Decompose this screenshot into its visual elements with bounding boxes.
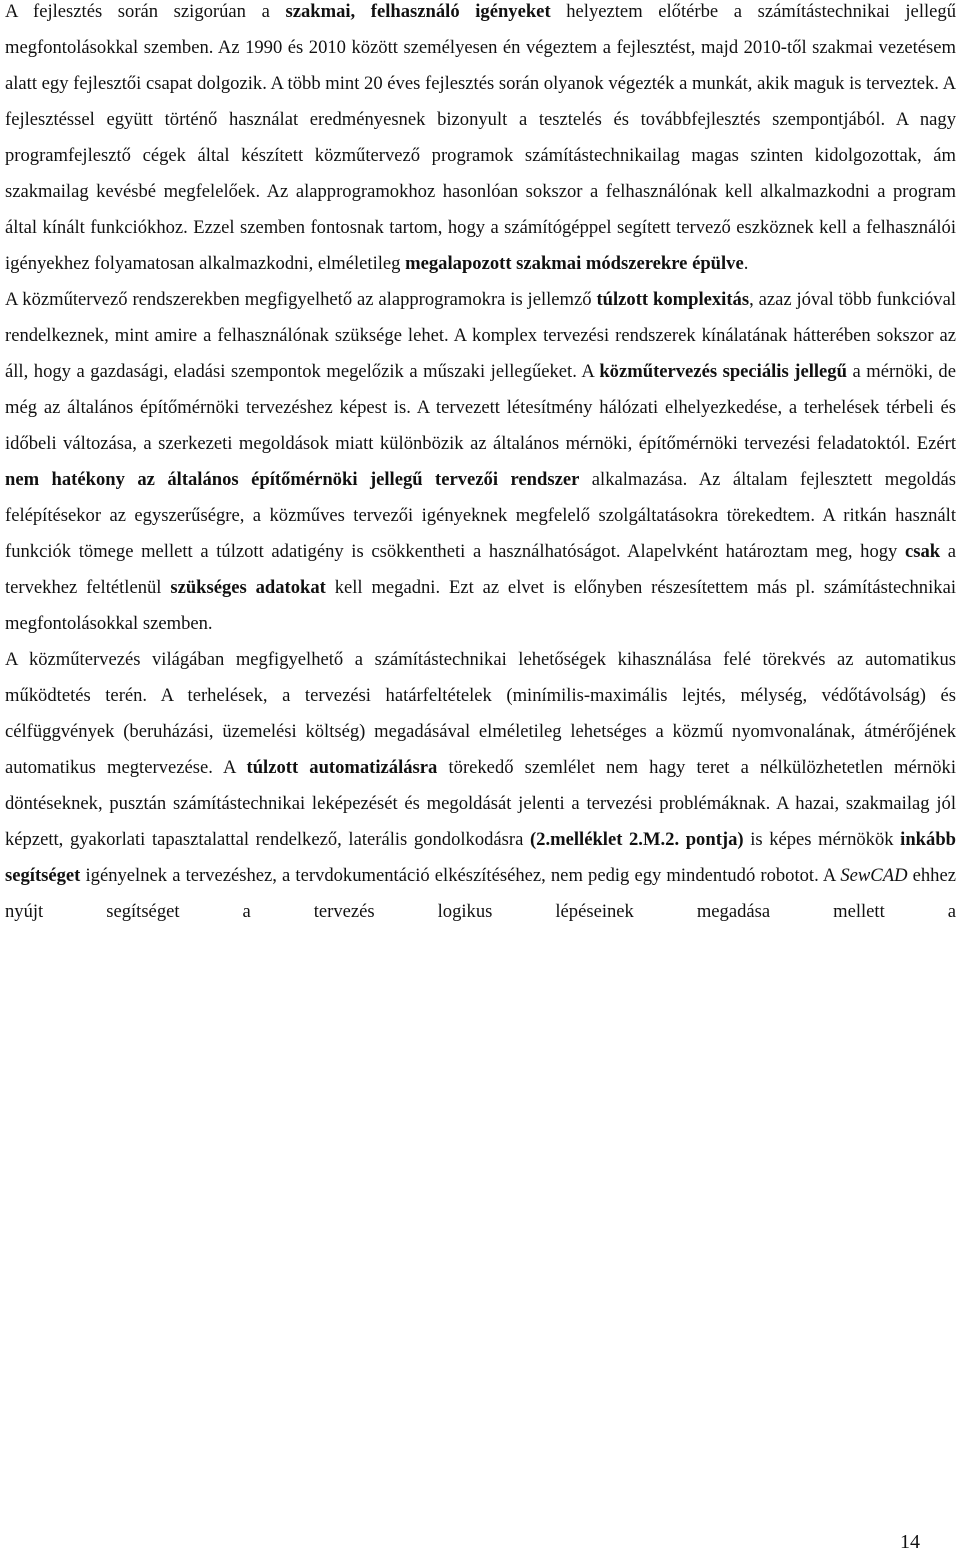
text-run: a mérnöki, de még az általános építőmérnöki tervezéshez képest is. A tervezett létesítmény hálózati elhelyezkedése, a terhelések térbeli és időbeli változása, a szerkezeti megoldások miatt különbözik az általános mérnöki, építőmérnöki tervezési feladatoktól. Ezért: [5, 361, 956, 454]
text-run: ehhez nyújt segítséget a tervezés logikus lépéseinek megadása mellett a: [5, 865, 956, 922]
text-run: igényelnek a tervezéshez, a tervdokumentáció elkészítéséhez, nem pedig egy mindentudó robotot. A: [80, 865, 841, 886]
text-run: is képes mérnökök: [743, 829, 901, 850]
bold-text: megalapozott szakmai módszerekre épülve: [405, 253, 744, 274]
bold-text: szükséges adatokat: [170, 577, 326, 598]
bold-text: túlzott komplexitás: [596, 289, 750, 310]
bold-text: csak: [904, 541, 941, 562]
paragraph-1: [5, 0, 956, 282]
text-run: A fejlesztés során szigorúan a: [5, 1, 286, 22]
bold-text: inkább segítséget: [5, 829, 956, 886]
bold-text: nem hatékony az általános építőmérnöki jellegű tervezői rendszer: [5, 469, 580, 490]
text-run: A közműtervezés világában megfigyelhető a számítástechnikai lehetőségek kihasználása felé törekvés az automatikus működtetés terén. A terhelések, a tervezési határfeltételek (minímilis-maximális lejtés, mélység, védőtávolság) és célfüggvények (beruházási, üzemelési költség) megadásával elméletileg lehetséges a közmű nyomvonalának, átmérőjének automatikus megtervezése. A: [5, 649, 956, 778]
text-run: A közműtervező rendszerekben megfigyelhető az alapprogramokra is jellemző: [5, 289, 597, 310]
text-run: .: [743, 253, 749, 274]
text-run: alkalmazása. Az általam fejlesztett megoldás felépítésekor az egyszerűségre, a közműves tervezői igényeknek megfelelő szolgáltatásokra törekedtem. A ritkán használt funkciók tömege mellett a túlzott adatigény is csökkentheti a használhatóságot. Alapelvként határoztam meg, hogy: [5, 469, 956, 562]
text-run: helyeztem előtérbe a számítástechnikai jellegű megfontolásokkal szemben. Az 1990 és 2010 között személyesen én végeztem a fejlesztést, majd 2010-től szakmai vezetésem alatt egy fejlesztői csapat dolgozik. A több mint 20 éves fejlesztés során olyanok végezték a munkát, akik maguk is terveztek. A fejlesztéssel együtt történő használat eredményesnek bizonyult a tesztelés és továbbfejlesztés szempontjából. A nagy programfejlesztő cégek által készített közműtervező programok számítástechnikailag magas szinten kidolgozottak, ám szakmailag kevésbé megfelelőek. Az alapprogramokhoz hasonlóan sokszor a felhasználónak kell alkalmazkodni a program által kínált funkciókhoz. Ezzel szemben fontosnak tartom, hogy a számítógéppel segített tervező eszköznek kell a felhasználói igényekhez folyamatosan alkalmazkodni, elméletileg: [5, 1, 956, 274]
text-run: , azaz jóval több funkcióval rendelkeznek, mint amire a felhasználónak szüksége lehet. A komplex tervezési rendszerek kínálatának hátterében sokszor az áll, hogy a gazdasági, eladási szempontok megelőzik a műszaki jellegűeket. A: [5, 289, 956, 382]
paragraph-2: [5, 282, 956, 642]
bold-text: (2.melléklet 2.M.2. pontja): [529, 829, 744, 850]
text-run: kell megadni. Ezt az elvet is előnyben részesítettem más pl. számítástechnikai megfontolásokkal szemben.: [5, 577, 956, 634]
bold-text: közműtervezés speciális jellegű: [599, 361, 847, 382]
bold-text: túlzott automatizálásra: [246, 757, 438, 778]
text-run: törekedő szemlélet nem hagy teret a nélkülözhetetlen mérnöki döntéseknek, pusztán számítástechnikai leképezését és megoldását jelenti a tervezési problémáknak. A hazai, szakmailag jól képzett, gyakorlati tapasztalattal rendelkező, laterális gondolkodásra: [5, 757, 956, 850]
italic-text: SewCAD: [840, 865, 908, 886]
text-run: a tervekhez feltétlenül: [5, 541, 956, 598]
page-number: 14: [900, 1531, 920, 1553]
paragraph-3: [5, 642, 956, 930]
bold-text: szakmai, felhasználó igényeket: [285, 1, 551, 22]
